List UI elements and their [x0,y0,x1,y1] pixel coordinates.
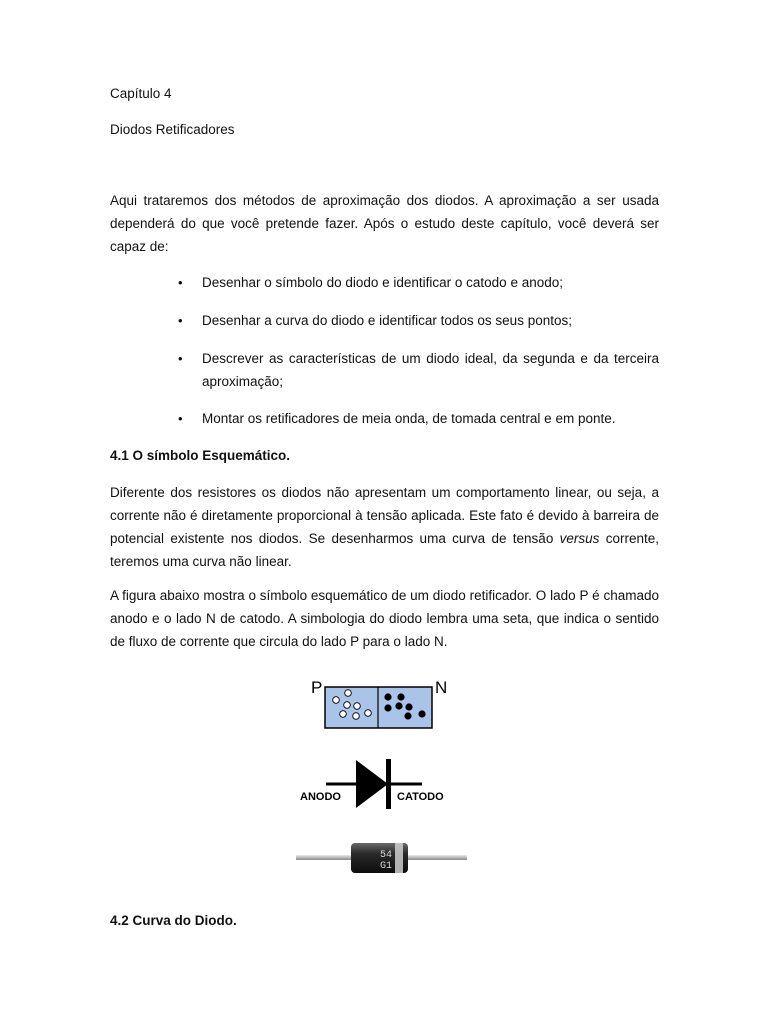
p-label: P [311,678,323,697]
section-paragraph: A figura abaixo mostra o símbolo esquemático de um diodo retificador. O lado P é chamado anodo e o lado N de catodo. A simbologia do diodo lembra uma seta, que indica o sentido de fluxo de corrente que circula do lado P para o lado N. [110,588,659,649]
left-lead [296,855,354,860]
chapter-label: Capítulo 4 [110,86,172,101]
emphasis-text: versus [559,531,600,546]
component-marking: G1 [380,861,393,872]
paragraph-text: corrente, teremos uma curva não linear. [110,531,659,569]
n-label: N [435,678,448,697]
list-item-text: Desenhar o símbolo do diodo e identificar o catodo e anodo; [202,275,563,290]
anode-label: ANODO [300,791,341,803]
diode-symbol-figure [296,756,456,812]
cathode-bar [386,759,391,809]
bullet-icon: • [178,275,183,290]
bullet-icon: • [178,313,183,328]
list-item-text: Montar os retificadores de meia onda, de tomada central e em ponte. [202,411,616,426]
bullet-icon: • [178,351,183,366]
section-heading-4-2: 4.2 Curva do Diodo. [110,913,237,928]
list-item [178,271,659,294]
intro-paragraph: Aqui trataremos dos métodos de aproximação dos diodos. A aproximação a ser usada dependerá do que você pretende fazer. Após o estudo deste capítulo, você deverá ser capaz de: [110,193,659,254]
cathode-label: CATODO [397,791,444,803]
list-item-text: Descrever as características de um diodo ideal, da segunda e da terceira aproximação; [202,351,659,389]
cathode-band [395,843,403,873]
diode-component-figure [294,838,469,878]
chapter-title: Diodos Retificadores [110,122,235,137]
pn-junction-figure [305,676,455,734]
list-item [178,347,659,393]
bullet-icon: • [178,411,183,426]
objectives-list [178,271,659,445]
right-lead [406,855,467,860]
section-heading-4-1: 4.1 O símbolo Esquemático. [110,448,291,463]
list-item-text: Desenhar a curva do diodo e identificar todos os seus pontos; [202,313,572,328]
component-marking: 54 [380,850,393,861]
paragraph-text: Diferente dos resistores os diodos não apresentam um comportamento linear, ou seja, a corrente não é diretamente proporcional à tensão aplicada. Este fato é devido à barreira de potencial existente nos diodos. Se desenharmos uma curva de tensão [110,485,659,546]
section-paragraph [110,481,659,573]
list-item [178,309,659,332]
list-item [178,407,659,430]
diode-triangle [356,760,388,808]
